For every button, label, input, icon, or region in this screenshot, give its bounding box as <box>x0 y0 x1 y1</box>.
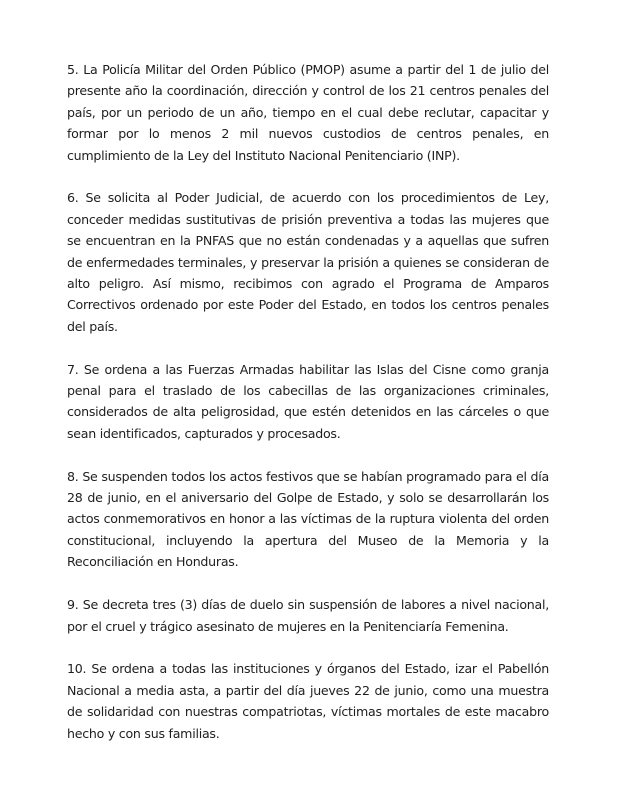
paragraph-5 <box>67 59 549 166</box>
paragraph-number: 5. <box>67 62 79 77</box>
paragraph-text: Se decreta tres (3) días de duelo sin suspensión de labores a nivel nacional, por el cruel y trágico asesinato de mujeres en la Penitenciaría Femenina. <box>67 597 549 634</box>
paragraph-number: 9. <box>67 597 79 613</box>
paragraph-text: Se ordena a todas las instituciones y órganos del Estado, izar el Pabellón Nacional a media asta, a partir del día jueves 22 de junio, como una muestra de solidaridad con nuestras compatriotas, víctimas mortales de este macabro hecho y con sus familias. <box>67 661 549 741</box>
paragraph-6 <box>67 187 549 337</box>
paragraph-number: 10. <box>67 661 87 677</box>
paragraph-7 <box>67 359 549 445</box>
paragraph-number: 8. <box>67 468 79 484</box>
paragraph-9 <box>67 594 549 637</box>
document-page <box>67 59 549 765</box>
paragraph-text: La Policía Militar del Orden Público (PMOP) asume a partir del 1 de julio del presente año la coordinación, dirección y control de los 21 centros penales del país, por un periodo de un año, tiempo en el cual debe reclutar, capacitar y formar por lo menos 2 mil nuevos custodios de centros penales, en cumplimiento de la Ley del Instituto Nacional Penitenciario (INP). <box>67 62 549 163</box>
paragraph-text: Se solicita al Poder Judicial, de acuerdo con los procedimientos de Ley, conceder medidas sustitutivas de prisión preventiva a todas las mujeres que se encuentran en la PNFAS que no están condenadas y a aquellas que sufren de enfermedades terminales, y preservar la prisión a quienes se consideran de alto peligro. Así mismo, recibimos con agrado el Programa de Amparos Correctivos ordenado por este Poder del Estado, en todos los centros penales del país. <box>67 190 549 334</box>
paragraph-number: 6. <box>67 190 79 206</box>
paragraph-10 <box>67 658 549 744</box>
paragraph-number: 7. <box>67 361 79 377</box>
paragraph-text: Se ordena a las Fuerzas Armadas habilitar las Islas del Cisne como granja penal para el traslado de los cabecillas de las organizaciones criminales, considerados de alta peligrosidad, que estén detenidos en las cárceles o que sean identificados, capturados y procesados. <box>67 361 549 441</box>
paragraph-8 <box>67 466 549 573</box>
paragraph-text: Se suspenden todos los actos festivos que se habían programado para el día 28 de junio, en el aniversario del Golpe de Estado, y solo se desarrollarán los actos conmemorativos en honor a las víctimas de la ruptura violenta del orden constitucional, incluyendo la apertura del Museo de la Memoria y la Reconciliación en Honduras. <box>67 468 549 570</box>
